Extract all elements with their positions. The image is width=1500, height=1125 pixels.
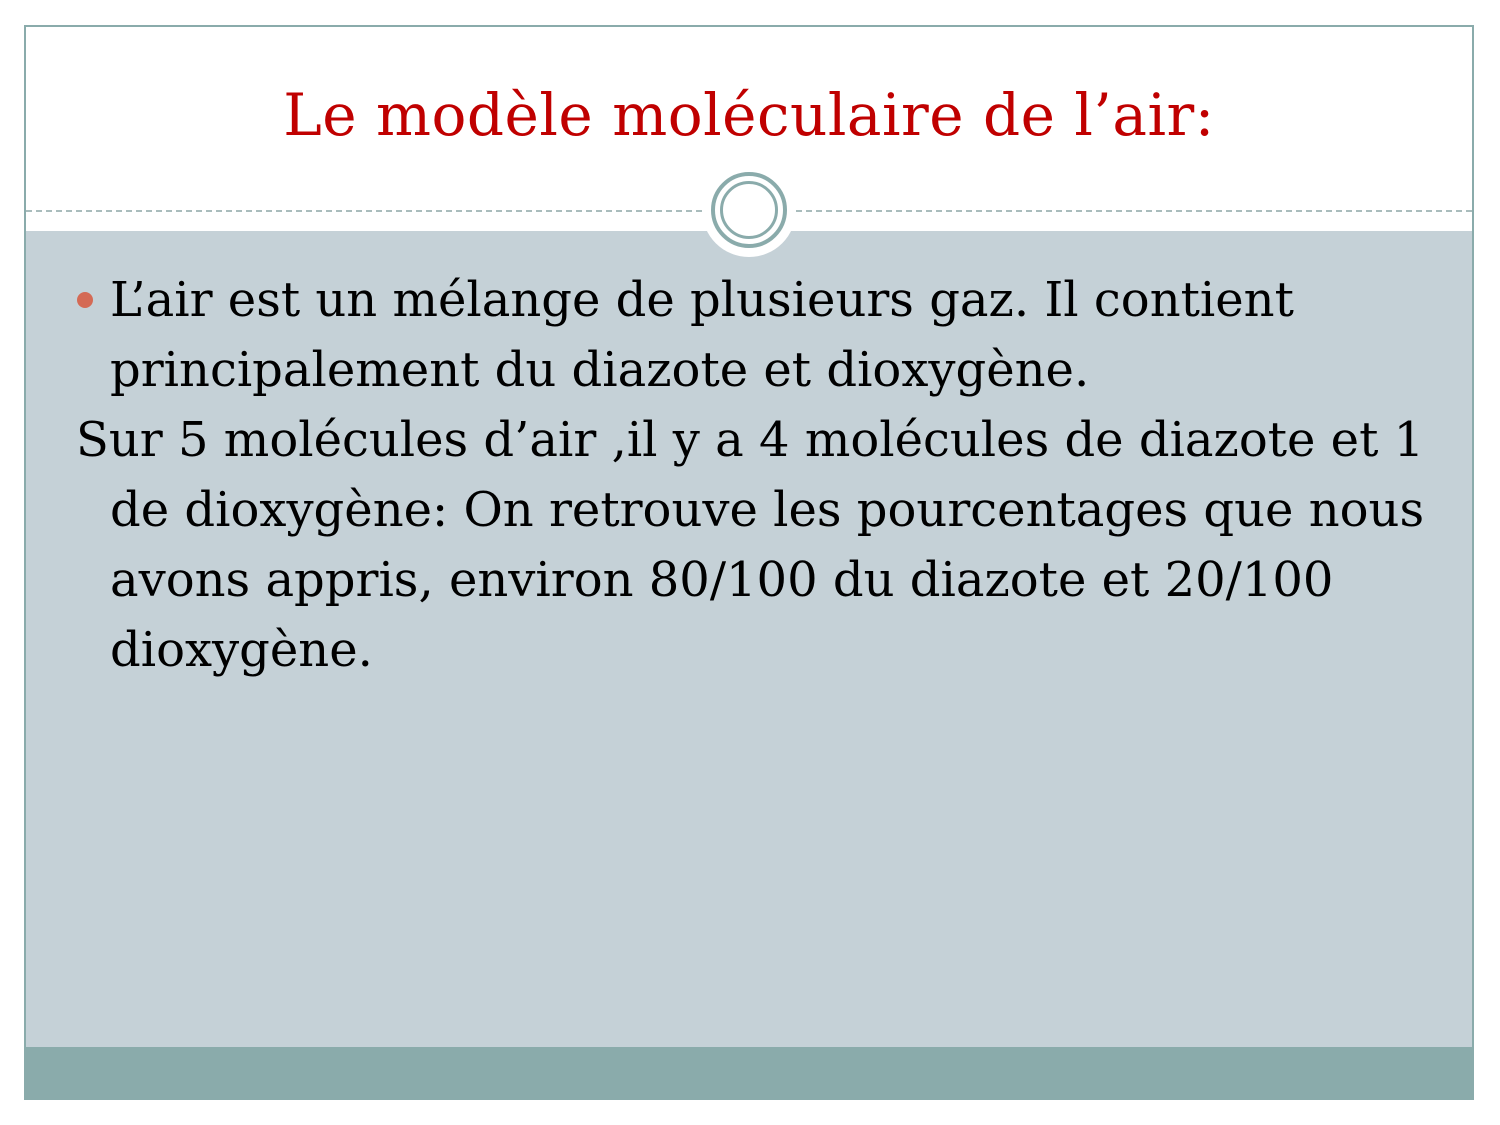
circle-ornament-icon <box>711 172 787 248</box>
slide <box>24 25 1474 1100</box>
bullet-line-1: L’air est un mélange de plusieurs gaz. Il contient <box>110 272 1294 328</box>
paragraph-line-2: de dioxygène: On retrouve les pourcentages que nous <box>110 482 1425 538</box>
circle-ornament-inner <box>720 181 778 239</box>
paragraph-line-1: Sur 5 molécules d’air ,il y a 4 molécules de diazote et 1 <box>76 412 1425 468</box>
bullet-line-2: principalement du diazote et dioxygène. <box>110 342 1090 398</box>
bullet-paragraph <box>110 265 1432 405</box>
plain-paragraph <box>76 405 1452 685</box>
footer-band <box>26 1047 1472 1098</box>
bullet-icon <box>77 292 93 308</box>
slide-title: Le modèle moléculaire de l’air: <box>283 81 1215 149</box>
paragraph-line-3: avons appris, environ 80/100 du diazote et 20/100 <box>110 552 1334 608</box>
slide-body <box>26 265 1472 685</box>
paragraph-line-4: dioxygène. <box>110 622 373 678</box>
